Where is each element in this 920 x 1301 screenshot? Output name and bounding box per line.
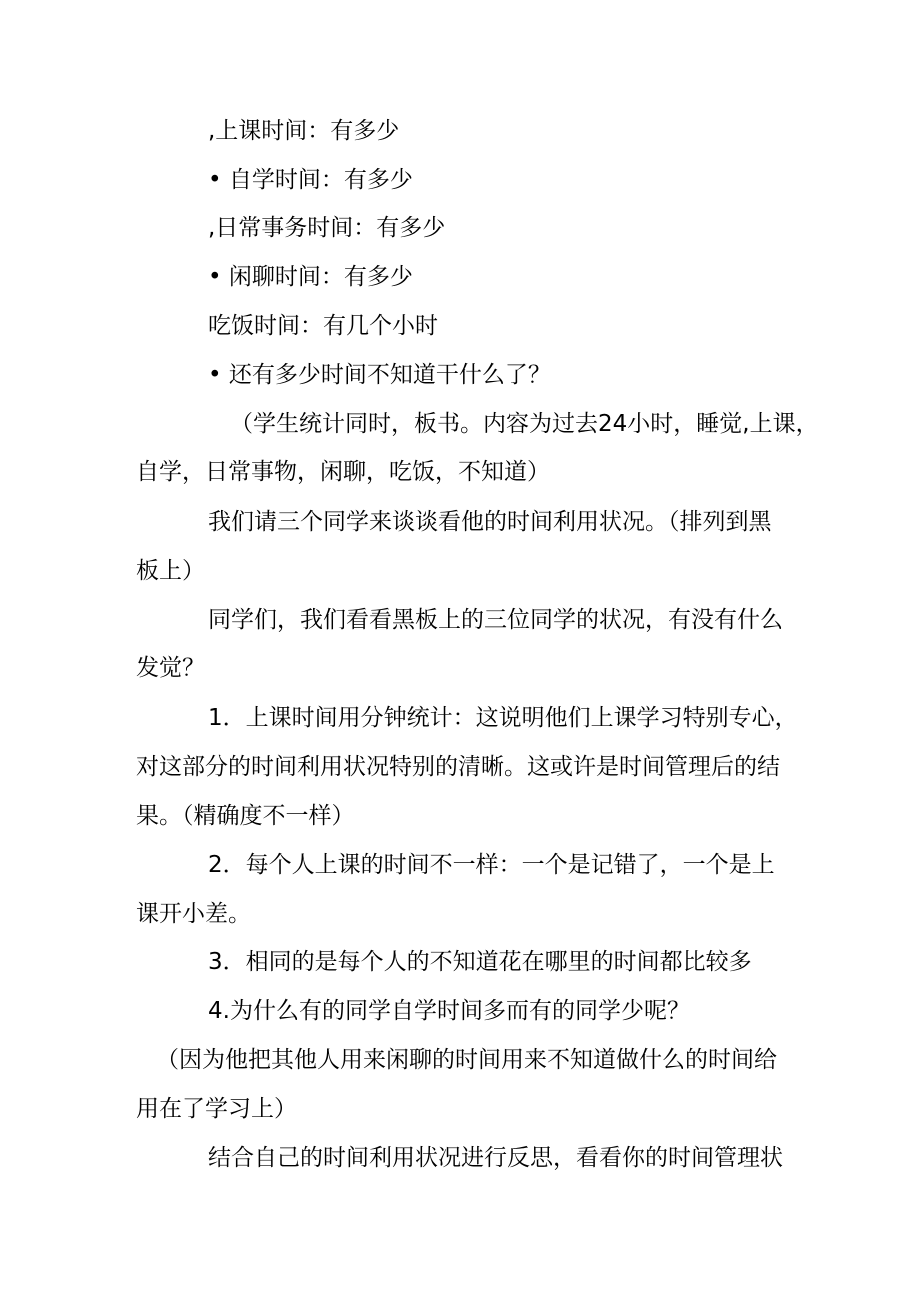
list-item-class-time: ,上课时间：有多少 [208,118,400,144]
paragraph-explanation-line-1: （因为他把其他人用来闲聊的时间用来不知道做什么的时间给 [156,1047,777,1073]
numbered-item-1-line-3: 果。（精确度不一样） [136,803,355,829]
list-item-daily-affairs-time: ,日常事务时间：有多少 [208,215,446,241]
list-item-self-study-time: • 自学时间：有多少 [208,167,413,193]
paragraph-reflection-line-1: 结合自己的时间利用状况进行反思，看看你的时间管理状 [208,1145,783,1171]
numbered-item-2-line-1: 2．每个人上课的时间不一样：一个是记错了，一个是上 [208,852,775,878]
numbered-item-4: 4.为什么有的同学自学时间多而有的同学少呢？ [208,998,690,1024]
numbered-item-3: 3．相同的是每个人的不知道花在哪里的时间都比较多 [208,949,752,975]
paragraph-explanation-line-2: 用在了学习上） [136,1096,297,1122]
list-item-meal-time: 吃饭时间：有几个小时 [208,313,438,339]
paragraph-three-students-line-1: 我们请三个同学来谈谈看他的时间利用状况。（排列到黑 [208,509,772,535]
paragraph-board-note-line-2: 自学，日常事物，闲聊，吃饭，不知道） [136,459,550,485]
paragraph-board-note-line-1: （学生统计同时，板书。内容为过去24小时，睡觉,上课， [230,411,819,437]
list-item-unknown-time: • 还有多少时间不知道干什么了？ [208,362,551,388]
paragraph-three-students-line-2: 板上） [136,558,205,584]
paragraph-observation-line-2: 发觉？ [136,655,205,681]
paragraph-observation-line-1: 同学们，我们看看黑板上的三位同学的状况，有没有什么 [208,607,783,633]
numbered-item-1-line-2: 对这部分的时间利用状况特别的清晰。这或许是时间管理后的结 [136,754,780,780]
numbered-item-1-line-1: 1．上课时间用分钟统计：这说明他们上课学习特别专心， [208,705,798,731]
numbered-item-2-line-2: 课开小差。 [136,901,251,927]
list-item-chat-time: • 闲聊时间：有多少 [208,264,413,290]
